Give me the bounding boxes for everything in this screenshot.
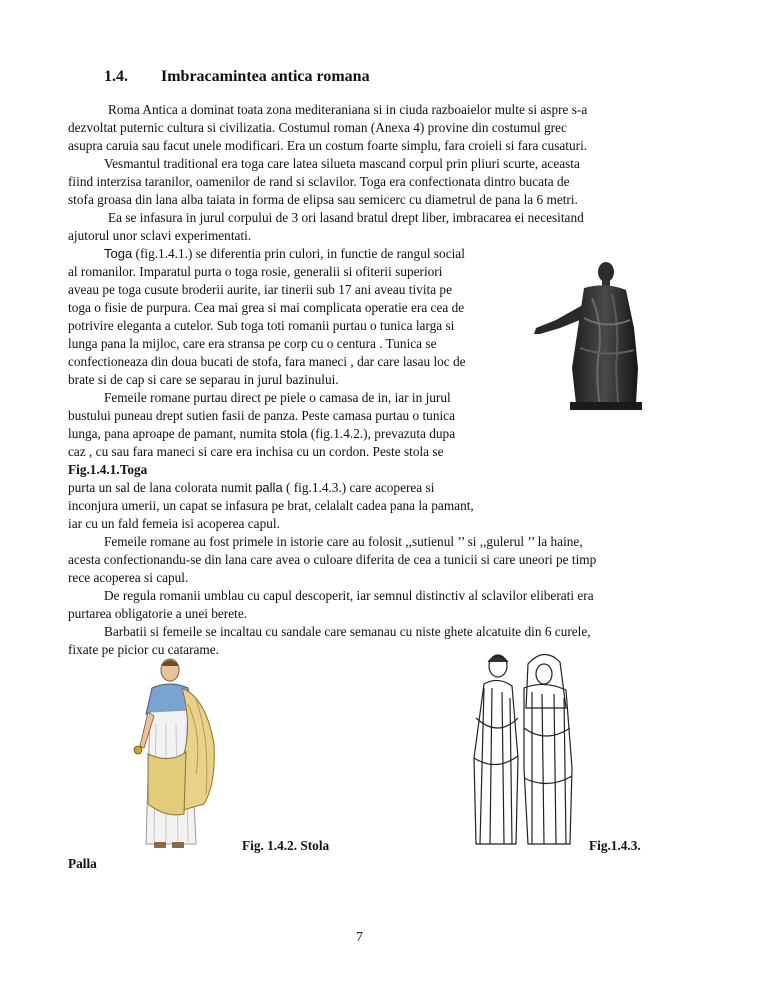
text-line: Barbatii si femeile se incaltau cu sandale care semanau cu niste ghete alcatuite din 6 curele,	[104, 624, 591, 639]
text-line: lunga, pana aproape de pamant, numita stola (fig.1.4.2.), prevazuta dupa	[68, 426, 456, 441]
section-number: 1.4.	[104, 68, 128, 85]
text-line: aveau pe toga cusute broderii aurite, iar tinerii sub 17 ani aveau tivita pe	[68, 282, 452, 297]
text-line: caz , cu sau fara maneci si care era inchisa cu un cordon. Peste stola se	[68, 444, 444, 459]
section-title: Imbracamintea antica romana	[161, 68, 370, 85]
text-line: inconjura umerii, un capat se infasura pe brat, celalalt cadea pana la pamant,	[68, 498, 474, 513]
text-line: lunga pana la mijloc, care era stransa pe corp cu o centura . Tunica se	[68, 336, 437, 351]
figure-caption-palla: Fig.1.4.3.	[589, 838, 641, 853]
text-line: ajutorul unor sclavi experimentati.	[68, 228, 252, 243]
text-line: dezvoltat puternic cultura si civilizatia. Costumul roman (Anexa 4) provine din costumul grec	[68, 120, 567, 135]
toga-statue-illustration	[526, 258, 654, 410]
text-line: Vesmantul traditional era toga care latea silueta mascand corpul prin pliuri scurte, aceasta	[104, 156, 580, 171]
text-line: al romanilor. Imparatul purta o toga rosie, generalii si ofiterii superiori	[68, 264, 443, 279]
text-line: fiind interzisa taranilor, oamenilor de rand si sclavilor. Toga era confectionata dintro bucata de	[68, 174, 570, 189]
figure-caption-palla-continued: Palla	[68, 856, 97, 871]
text-line: potrivire eleganta a cutelor. Sub toga toti romanii purtau o tunica larga si	[68, 318, 455, 333]
text-line: acesta confectionandu-se din lana care avea o culoare diferita de cea a tunicii si care uneori pe timp	[68, 552, 597, 567]
figure-caption-toga: Fig.1.4.1.Toga	[68, 462, 148, 477]
text-line: Ea se infasura in jurul corpului de 3 ori lasand bratul drept liber, imbracarea ei necesitand	[108, 210, 584, 225]
text-line: purta un sal de lana colorata numit palla ( fig.1.4.3.) care acoperea si	[68, 480, 435, 495]
text-line: iar cu un fald femeia isi acoperea capul.	[68, 516, 280, 531]
term-toga: Toga	[104, 246, 133, 261]
text-line: Roma Antica a dominat toata zona mediteraniana si in ciuda razboaielor multe si aspre s-a	[108, 102, 588, 117]
text-line: fixate pe picior cu catarame.	[68, 642, 219, 657]
figure-caption-stola: Fig. 1.4.2. Stola	[242, 838, 330, 853]
text-line: Femeile romane au fost primele in istorie care au folosit ,,sutienul ’’ si ,,gulerul ’’ la haine,	[104, 534, 583, 549]
text-line: confectioneaza din doua bucati de stofa, fara maneci , dar care lasau loc de	[68, 354, 466, 369]
text-line: asupra caruia sau facut unele modificari. Era un costum foarte simplu, fara croieli si fara cusaturi.	[68, 138, 588, 153]
text-line: Femeile romane purtau direct pe piele o camasa de in, iar in jurul	[104, 390, 451, 405]
term-palla: palla	[255, 480, 283, 495]
text-line: purtarea obligatorie a unei berete.	[68, 606, 248, 621]
text-line: De regula romanii umblau cu capul descoperit, iar semnul distinctiv al sclavilor eliberati era	[104, 588, 594, 603]
text-line: brate si de cap si care se separau in jurul bazinului.	[68, 372, 339, 387]
page-number: 7	[356, 930, 363, 945]
text-line: toga o fisie de purpura. Cea mai grea si mai complicata operatie era cea de	[68, 300, 465, 315]
term-stola: stola	[279, 426, 308, 441]
text-line: bustului puneau drept sutien fasii de panza. Peste camasa purtau o tunica	[68, 408, 455, 423]
palla-women-illustration	[462, 648, 582, 854]
stola-woman-illustration	[126, 654, 226, 852]
text-line: stofa groasa din lana alba taiata in forma de elipsa sau semicerc cu diametrul de pana la 6 metri.	[68, 192, 578, 207]
text-line: rece acoperea si capul.	[68, 570, 189, 585]
text-line: Toga (fig.1.4.1.) se diferentia prin culori, in functie de rangul social	[104, 246, 465, 261]
